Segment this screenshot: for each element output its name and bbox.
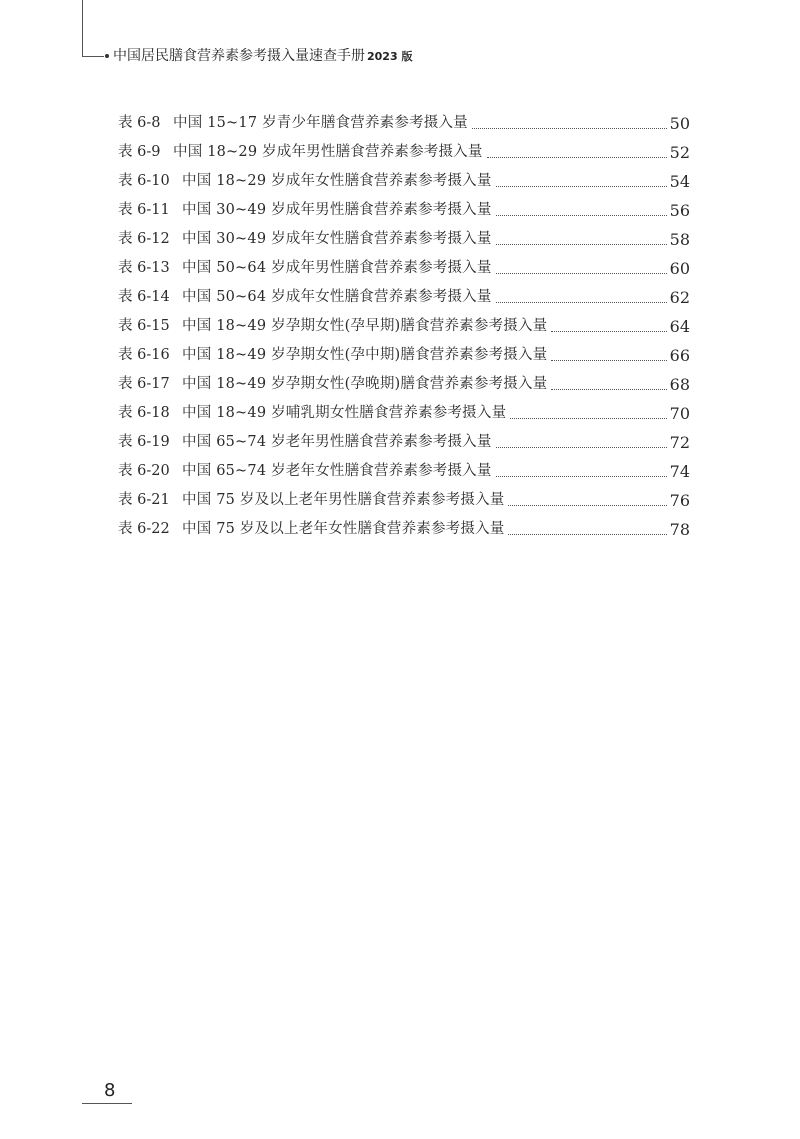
dot-leader: [551, 330, 666, 332]
toc-entry-page: 72: [669, 433, 690, 452]
toc-entry-page: 70: [669, 404, 690, 423]
toc-entry-number: 表 6-22: [118, 521, 170, 537]
page-number-rule: [82, 1103, 132, 1104]
dot-leader: [496, 301, 667, 303]
page-number: 8: [104, 1080, 116, 1101]
toc-entry[interactable]: [118, 486, 690, 515]
toc-entry-number: 表 6-19: [118, 434, 170, 450]
toc-entry[interactable]: [118, 138, 690, 167]
toc-entry-title: 中国 65~74 岁老年男性膳食营养素参考摄入量: [182, 434, 492, 450]
toc-entry-page: 52: [669, 143, 690, 162]
toc-entry-number: 表 6-10: [118, 173, 170, 189]
toc-entry[interactable]: [118, 167, 690, 196]
toc-entry-title: 中国 75 岁及以上老年女性膳食营养素参考摄入量: [182, 521, 505, 537]
toc-entry-page: 54: [669, 172, 690, 191]
running-header: [113, 46, 412, 67]
toc-entry-title: 中国 18~49 岁孕期女性(孕早期)膳食营养素参考摄入量: [182, 318, 548, 334]
toc-entry-number: 表 6-14: [118, 289, 170, 305]
dot-leader: [487, 156, 667, 158]
toc-entry-title: 中国 30~49 岁成年女性膳食营养素参考摄入量: [182, 231, 492, 247]
toc-entry-number: 表 6-11: [118, 202, 170, 218]
dot-leader: [472, 127, 667, 129]
toc-entry-page: 62: [669, 288, 690, 307]
dot-leader: [496, 214, 667, 216]
toc-entry-number: 表 6-8: [118, 115, 161, 131]
toc-entry-number: 表 6-20: [118, 463, 170, 479]
toc-entry[interactable]: [118, 225, 690, 254]
toc-entry[interactable]: [118, 370, 690, 399]
toc-entry-number: 表 6-17: [118, 376, 170, 392]
toc-entry-title: 中国 18~49 岁哺乳期女性膳食营养素参考摄入量: [182, 405, 507, 421]
header-horizontal-rule: [82, 56, 104, 57]
toc-entry-page: 68: [669, 375, 690, 394]
book-title: 中国居民膳食营养素参考摄入量速查手册: [113, 48, 365, 64]
edition-label: 2023 版: [367, 50, 413, 63]
toc-entry[interactable]: [118, 457, 690, 486]
toc-entry[interactable]: [118, 341, 690, 370]
toc-entry-page: 74: [669, 462, 690, 481]
dot-leader: [508, 533, 666, 535]
toc-entry-page: 64: [669, 317, 690, 336]
toc-entry[interactable]: [118, 399, 690, 428]
toc-entry[interactable]: [118, 196, 690, 225]
toc-entry[interactable]: [118, 428, 690, 457]
dot-leader: [551, 388, 666, 390]
toc-entry-title: 中国 18~29 岁成年男性膳食营养素参考摄入量: [173, 144, 483, 160]
toc-entry-page: 66: [669, 346, 690, 365]
dot-leader: [496, 446, 667, 448]
toc-entry-title: 中国 75 岁及以上老年男性膳食营养素参考摄入量: [182, 492, 505, 508]
toc-entry-page: 50: [669, 114, 690, 133]
toc-entry-title: 中国 18~49 岁孕期女性(孕晚期)膳食营养素参考摄入量: [182, 376, 548, 392]
toc-entry-page: 56: [669, 201, 690, 220]
dot-leader: [496, 185, 667, 187]
toc-entry-title: 中国 18~29 岁成年女性膳食营养素参考摄入量: [182, 173, 492, 189]
toc-entry[interactable]: [118, 312, 690, 341]
toc-entry-page: 60: [669, 259, 690, 278]
toc-entry-title: 中国 30~49 岁成年男性膳食营养素参考摄入量: [182, 202, 492, 218]
table-of-contents: [118, 109, 690, 544]
toc-entry-number: 表 6-18: [118, 405, 170, 421]
toc-entry[interactable]: [118, 283, 690, 312]
toc-entry-title: 中国 15~17 岁青少年膳食营养素参考摄入量: [173, 115, 468, 131]
header-bullet-icon: [105, 54, 109, 58]
toc-entry-number: 表 6-9: [118, 144, 161, 160]
dot-leader: [496, 272, 667, 274]
dot-leader: [510, 417, 666, 419]
toc-entry-page: 78: [669, 520, 690, 539]
dot-leader: [551, 359, 666, 361]
toc-entry-title: 中国 50~64 岁成年女性膳食营养素参考摄入量: [182, 289, 492, 305]
toc-entry[interactable]: [118, 515, 690, 544]
toc-entry-number: 表 6-12: [118, 231, 170, 247]
dot-leader: [496, 243, 667, 245]
toc-entry-number: 表 6-21: [118, 492, 170, 508]
toc-entry-title: 中国 65~74 岁老年女性膳食营养素参考摄入量: [182, 463, 492, 479]
toc-entry-title: 中国 18~49 岁孕期女性(孕中期)膳食营养素参考摄入量: [182, 347, 548, 363]
toc-entry-title: 中国 50~64 岁成年男性膳食营养素参考摄入量: [182, 260, 492, 276]
toc-entry-number: 表 6-16: [118, 347, 170, 363]
toc-entry-page: 58: [669, 230, 690, 249]
toc-entry-number: 表 6-15: [118, 318, 170, 334]
dot-leader: [496, 475, 667, 477]
toc-entry-number: 表 6-13: [118, 260, 170, 276]
toc-entry-page: 76: [669, 491, 690, 510]
header-vertical-rule: [82, 0, 83, 56]
dot-leader: [508, 504, 666, 506]
toc-entry[interactable]: [118, 109, 690, 138]
toc-entry[interactable]: [118, 254, 690, 283]
